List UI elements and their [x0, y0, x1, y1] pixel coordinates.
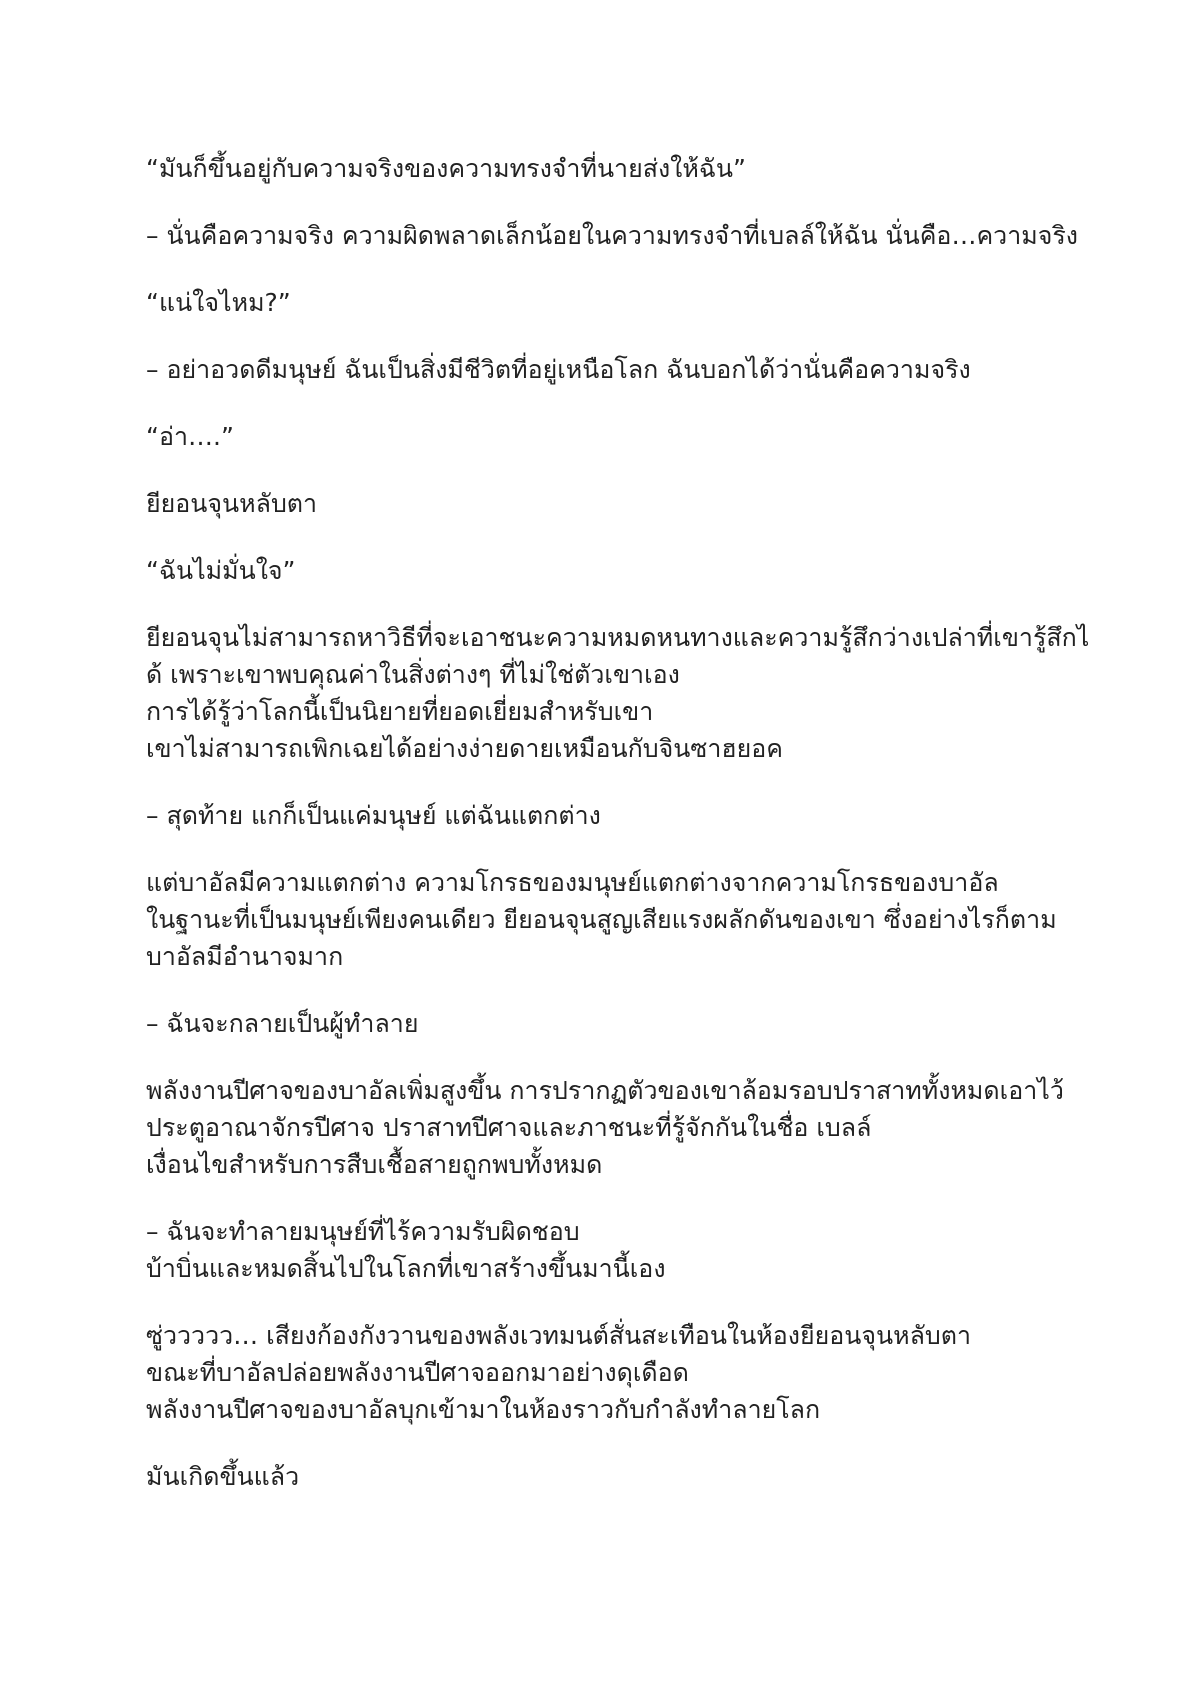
text-line: “อ่า….” [146, 422, 234, 451]
text-line: พลังงานปีศาจของบาอัลบุกเข้ามาในห้องราวกับกำลังทำลายโลก [146, 1395, 821, 1424]
paragraph [146, 1317, 1056, 1428]
text-line: ขณะที่บาอัลปล่อยพลังงานปีศาจออกมาอย่างดุเดือด [146, 1358, 689, 1387]
text-line: “มันก็ขึ้นอยู่กับความจริงของความทรงจำที่นายส่งให้ฉัน” [146, 154, 746, 183]
text-line: บ้าบิ่นและหมดสิ้นไปในโลกที่เขาสร้างขึ้นมานี้เอง [146, 1254, 666, 1283]
paragraph [146, 150, 1056, 187]
paragraph [146, 1458, 1056, 1495]
text-line: “ฉันไม่มั่นใจ” [146, 556, 296, 585]
text-line: เขาไม่สามารถเพิกเฉยได้อย่างง่ายดายเหมือนกับจินซาฮยอค [146, 734, 784, 763]
text-line: เงื่อนไขสำหรับการสืบเชื้อสายถูกพบทั้งหมด [146, 1150, 603, 1179]
text-line: “แน่ใจไหม?” [146, 288, 291, 317]
paragraph [146, 619, 1090, 767]
text-line: – สุดท้าย แกก็เป็นแค่มนุษย์ แต่ฉันแตกต่าง [146, 801, 601, 830]
paragraph [146, 864, 1056, 975]
document-body [146, 150, 1090, 1525]
paragraph [146, 217, 1079, 254]
text-line: – อย่าอวดดีมนุษย์ ฉันเป็นสิ่งมีชีวิตที่อยู่เหนือโลก ฉันบอกได้ว่านั่นคือความจริง [146, 355, 971, 384]
text-line: พลังงานปีศาจของบาอัลเพิ่มสูงขึ้น การปรากฏตัวของเขาล้อมรอบปราสาททั้งหมดเอาไว้ [146, 1076, 1064, 1105]
text-line: การได้รู้ว่าโลกนี้เป็นนิยายที่ยอดเยี่ยมสำหรับเขา [146, 697, 654, 726]
text-line: ในฐานะที่เป็นมนุษย์เพียงคนเดียว ยียอนจุนสูญเสียแรงผลักดันของเขา ซึ่งอย่างไรก็ตาม [146, 905, 1057, 934]
paragraph [146, 418, 1056, 455]
text-line: ยียอนจุนหลับตา [146, 489, 318, 518]
text-line: – นั่นคือความจริง ความผิดพลาดเล็กน้อยในความทรงจำที่เบลล์ให้ฉัน นั่นคือ…ความจริง [146, 221, 1079, 250]
paragraph [146, 797, 1056, 834]
paragraph [146, 1213, 1056, 1287]
text-line: ซู่ววววว… เสียงก้องกังวานของพลังเวทมนต์สั่นสะเทือนในห้องยียอนจุนหลับตา [146, 1321, 972, 1350]
paragraph [146, 351, 1056, 388]
paragraph [146, 552, 1056, 589]
paragraph [146, 485, 1056, 522]
paragraph [146, 284, 1056, 321]
text-line: – ฉันจะกลายเป็นผู้ทำลาย [146, 1009, 419, 1038]
paragraph [146, 1072, 1064, 1183]
paragraph [146, 1005, 1056, 1042]
text-line: – ฉันจะทำลายมนุษย์ที่ไร้ความรับผิดชอบ [146, 1217, 580, 1246]
text-line: ประตูอาณาจักรปีศาจ ปราสาทปีศาจและภาชนะที่รู้จักกันในชื่อ เบลล์ [146, 1113, 872, 1142]
text-line: แต่บาอัลมีความแตกต่าง ความโกรธของมนุษย์แตกต่างจากความโกรธของบาอัล [146, 868, 999, 897]
text-line: ด้ เพราะเขาพบคุณค่าในสิ่งต่างๆ ที่ไม่ใช่ตัวเขาเอง [146, 660, 680, 689]
text-line: มันเกิดขึ้นแล้ว [146, 1462, 300, 1491]
text-line: บาอัลมีอำนาจมาก [146, 942, 344, 971]
text-line: ยียอนจุนไม่สามารถหาวิธีที่จะเอาชนะความหมดหนทางและความรู้สึกว่างเปล่าที่เขารู้สึกไ [146, 623, 1090, 652]
